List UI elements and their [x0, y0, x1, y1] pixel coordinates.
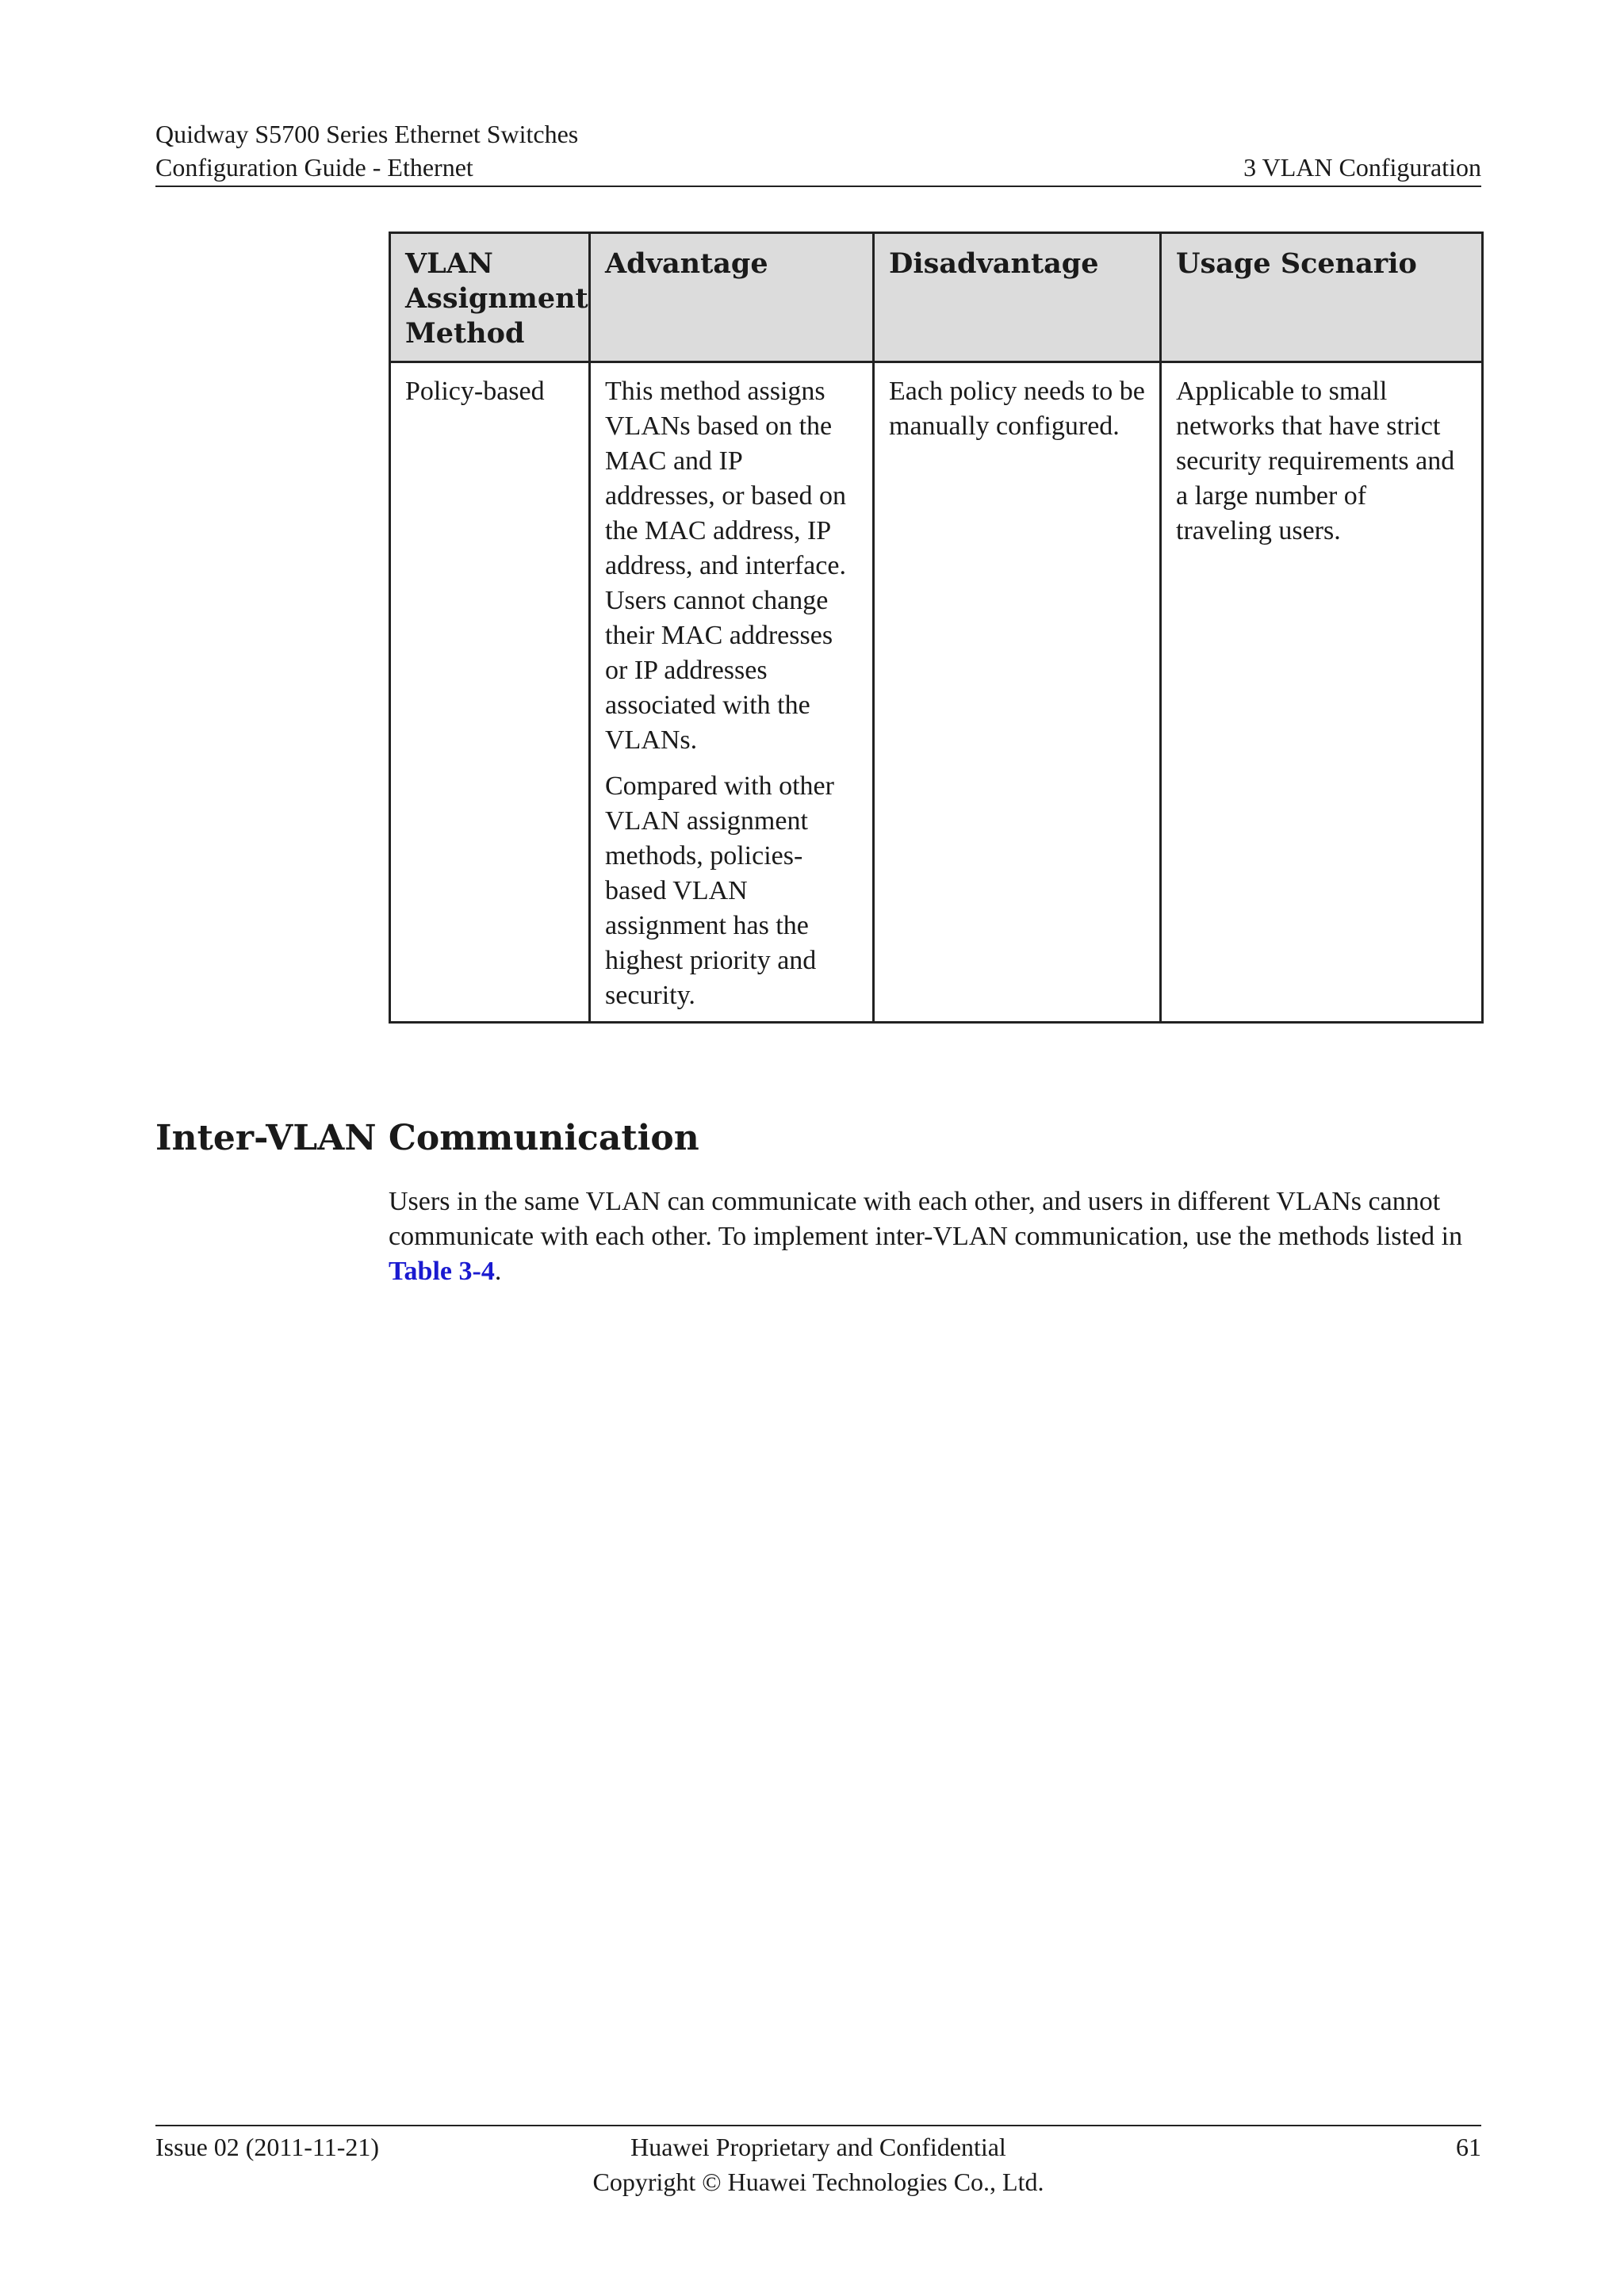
advantage-paragraph: Compared with other VLAN assignment methods, policies-based VLAN assignment has the highest priority and security.	[605, 771, 834, 1010]
footer-confidential: Huawei Proprietary and Confidential	[630, 2133, 1006, 2161]
column-header-usage-scenario: Usage Scenario	[1161, 233, 1483, 362]
column-header-disadvantage: Disadvantage	[874, 233, 1161, 362]
page-number: 61	[1456, 2133, 1481, 2161]
table-row	[390, 362, 1483, 1023]
column-header-advantage: Advantage	[590, 233, 874, 362]
table-3-4-link[interactable]: Table 3-4	[389, 1257, 495, 1286]
header-divider	[155, 186, 1481, 187]
footer-copyright: Copyright © Huawei Technologies Co., Ltd.	[592, 2168, 1044, 2196]
section-heading: Inter-VLAN Communication	[155, 1118, 699, 1158]
cell-advantage	[590, 362, 874, 1023]
column-header-method: VLAN Assignment Method	[390, 233, 590, 362]
advantage-paragraph: This method assigns VLANs based on the MAC and IP addresses, or based on the MAC address, IP address, and interface. Users cannot change their MAC addresses or IP addresses associated with the VLANs.	[605, 377, 847, 755]
footer-issue: Issue 02 (2011-11-21)	[155, 2133, 380, 2161]
vlan-assignment-table	[389, 232, 1484, 1024]
paragraph-end: .	[494, 1257, 502, 1286]
footer-divider	[155, 2125, 1481, 2126]
table-header-row	[390, 233, 1483, 362]
page-header	[155, 117, 1481, 184]
paragraph-text: Users in the same VLAN can communicate with each other, and users in different VLANs cannot communicate with each other. To implement inter-VLAN communication, use the methods listed in	[389, 1187, 1463, 1251]
section-paragraph	[389, 1184, 1481, 1289]
cell-disadvantage: Each policy needs to be manually configured.	[874, 362, 1161, 1023]
header-guide: Configuration Guide - Ethernet	[155, 153, 473, 182]
header-chapter: 3 VLAN Configuration	[1243, 153, 1481, 182]
footer-center	[155, 2130, 1481, 2199]
cell-usage-scenario: Applicable to small networks that have strict security requirements and a large number of traveling users.	[1161, 362, 1483, 1023]
cell-method: Policy-based	[390, 362, 590, 1023]
header-product: Quidway S5700 Series Ethernet Switches	[155, 120, 579, 148]
